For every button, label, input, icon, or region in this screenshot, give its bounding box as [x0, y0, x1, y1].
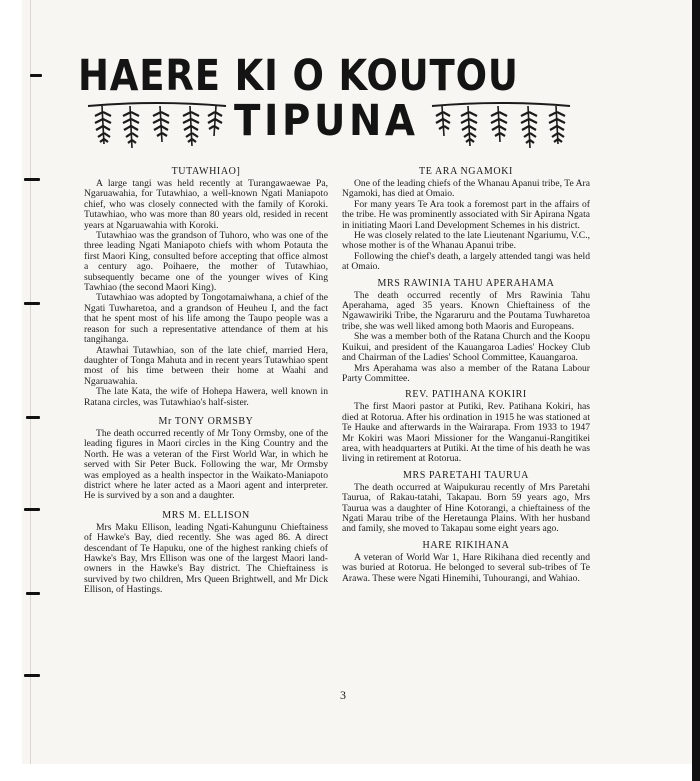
binding-mark — [30, 74, 42, 77]
article-paragraph: He was closely related to the late Lieutenant Ngariumu, V.C., whose mother is of the Whanau Apanui tribe. — [342, 230, 590, 252]
headline-line-1: HAERE KI O KOUTOU — [78, 51, 519, 101]
article-paragraph: Mrs Maku Ellison, leading Ngati-Kahungunu Chieftainess of Hawke's Bay, died recently. She was aged 86. A direct descendant of Te Hapuku, one of the highest ranking chiefs of Hawke's Bay, Mrs Ellison was one of the largest Maori land-owners in the Hawke's Bay district. The Chieftainess is survived by two children, Mrs Queen Brightwell, and Mr Dick Ellison, of Hastings. — [84, 521, 328, 596]
article-paragraph: The death occurred recently of Mr Tony Ormsby, one of the leading figures in Maori circles in the King Country and the North. He was a veteran of the First World War, in which he served with Sir Peter Buck. Following the war, Mr Ormsby was employed as a health inspector in the Waikato-Maniapoto district where he later acted as a Maori agent and interpreter. He is survived by a son and a daughter. — [84, 427, 328, 502]
article-paragraph: Following the chief's death, a largely attended tangi was held at Omaio. — [342, 250, 590, 273]
article-heading: TE ARA NGAMOKI — [419, 166, 513, 177]
obituary-patihana-kokiri — [342, 389, 590, 464]
article-paragraph: Tutawhiao was the grandson of Tuhoro, who was one of the three leading Ngati Maniapoto chiefs with whom Potauta the first Maori King, consulted before accepting that office almost a century ago. Poihaere, the mother of Tutawhiao, subsequently became one of the younger wives of King Tawhiao (the second Maori King). — [84, 230, 328, 294]
article-heading: HARE RIKIHANA — [422, 539, 510, 551]
binding-mark — [24, 302, 40, 305]
binding-mark — [26, 416, 40, 419]
article-paragraph: She was a member both of the Ratana Church and the Koopu Kuikui, and president of the Kauangaroa Ladies' Hockey Club and Chairman of the Ladies' School Committee, Kauangaroa. — [342, 331, 590, 364]
article-paragraph: The first Maori pastor at Putiki, Rev. Patihana Kokiri, has died at Rotorua. After his ordination in 1915 he was stationed at Te Hauke and afterwards in the Wairarapa. From 1933 to 1947 Mr Kokiri was Maori Missioner for the Wanganui-Rangitikei area, with headquarters at Putiki. At the time of his death he was living in retirement at Rotorua. — [342, 401, 590, 465]
right-column — [342, 166, 590, 584]
left-column — [84, 166, 328, 596]
headline-line-2: TIPUNA — [234, 96, 419, 146]
fern-ornament-right — [430, 98, 572, 148]
binding-mark — [24, 508, 40, 511]
article-paragraph: The death occurred at Waipukurau recently of Mrs Paretahi Taurua, of Rakau-tatahi, Takapau. Born 59 years ago, Mrs Taurua was a daughter of Hine Kotorangi, a chieftainess of the Ngati Marau tribe of the Heretaunga Plains. With her husband and family, she moved to Takapau some eight years ago. — [342, 481, 590, 535]
page-bottom-strip — [0, 764, 692, 781]
article-paragraph: Atawhai Tutawhiao, son of the late chief, married Hera, daughter of Tonga Mahuta and in recent years Tutawhiao spent most of his time between their home at Waahi and Ngaruawahia. — [84, 344, 328, 387]
book-spine-edge — [692, 0, 700, 781]
article-heading: MRS PARETAHI TAURUA — [403, 469, 529, 481]
obituary-paretahi-taurua — [342, 470, 590, 535]
binding-mark — [24, 674, 40, 677]
article-paragraph: A veteran of World War 1, Hare Rikihana died recently and was buried at Rotorua. He belonged to several sub-tribes of Te Arawa. These were Ngati Hinemihi, Tuhourangi, and Wahiao. — [342, 551, 590, 584]
obituary-te-ara-ngamoki — [342, 166, 590, 273]
article-paragraph: The death occurred recently of Mrs Rawinia Tahu Aperahama, aged 35 years. Known Chieftainess of the Ngawawiriki Tribe, the Ngararuru and the Poutama Tuwharetoa tribe, she was well liked among both Maoris and Europeans. — [342, 289, 590, 332]
obituary-tony-ormsby — [84, 416, 328, 502]
obituary-tutawhiao — [84, 166, 328, 408]
obituary-hare-rikihana — [342, 540, 590, 584]
page-number: 3 — [340, 688, 346, 702]
article-heading: TUTAWHIAO] — [171, 166, 241, 177]
article-heading: Mr TONY ORMSBY — [158, 415, 254, 427]
article-heading: MRS M. ELLISON — [162, 509, 250, 521]
fern-ornament-left — [86, 98, 228, 148]
article-paragraph: A large tangi was held recently at Turangawaewae Pa, Ngaruawahia, for Tutawhiao, a well-known Ngati Maniapoto chief, who was closely connected with the family of Koroki. Tutawhiao, who was more than 80 years old, resided in recent years at Ngaruawahia with Koroki. — [84, 178, 328, 231]
article-paragraph: The late Kata, the wife of Hohepa Hawera, well known in Ratana circles, was Tutawhiao's half-sister. — [84, 386, 328, 408]
article-heading: MRS RAWINIA TAHU APERAHAMA — [377, 277, 555, 289]
binding-mark — [26, 592, 40, 595]
obituary-maku-ellison — [84, 510, 328, 596]
obituary-rawinia-aperahama — [342, 278, 590, 385]
article-paragraph: One of the leading chiefs of the Whanau Apanui tribe, Te Ara Ngamoki, has died at Omaio. — [342, 178, 590, 200]
article-heading: REV. PATIHANA KOKIRI — [405, 389, 527, 401]
article-paragraph: Tutawhiao was adopted by Tongotamaiwhana, a chief of the Ngati Tuwharetoa, and a grandson of Heuheu I, and the fact that he spent most of his life among the Taupo people was a reason for such a representative attendance of them at his tangihanga. — [84, 292, 328, 346]
article-paragraph: For many years Te Ara took a foremost part in the affairs of the tribe. He was prominently associated with Sir Apirana Ngata in initiating Maori Land Development Schemes in his district. — [342, 198, 590, 231]
page-margin-line — [30, 0, 31, 764]
article-paragraph: Mrs Aperahama was also a member of the Ratana Labour Party Committee. — [342, 362, 590, 384]
binding-mark — [24, 178, 40, 181]
